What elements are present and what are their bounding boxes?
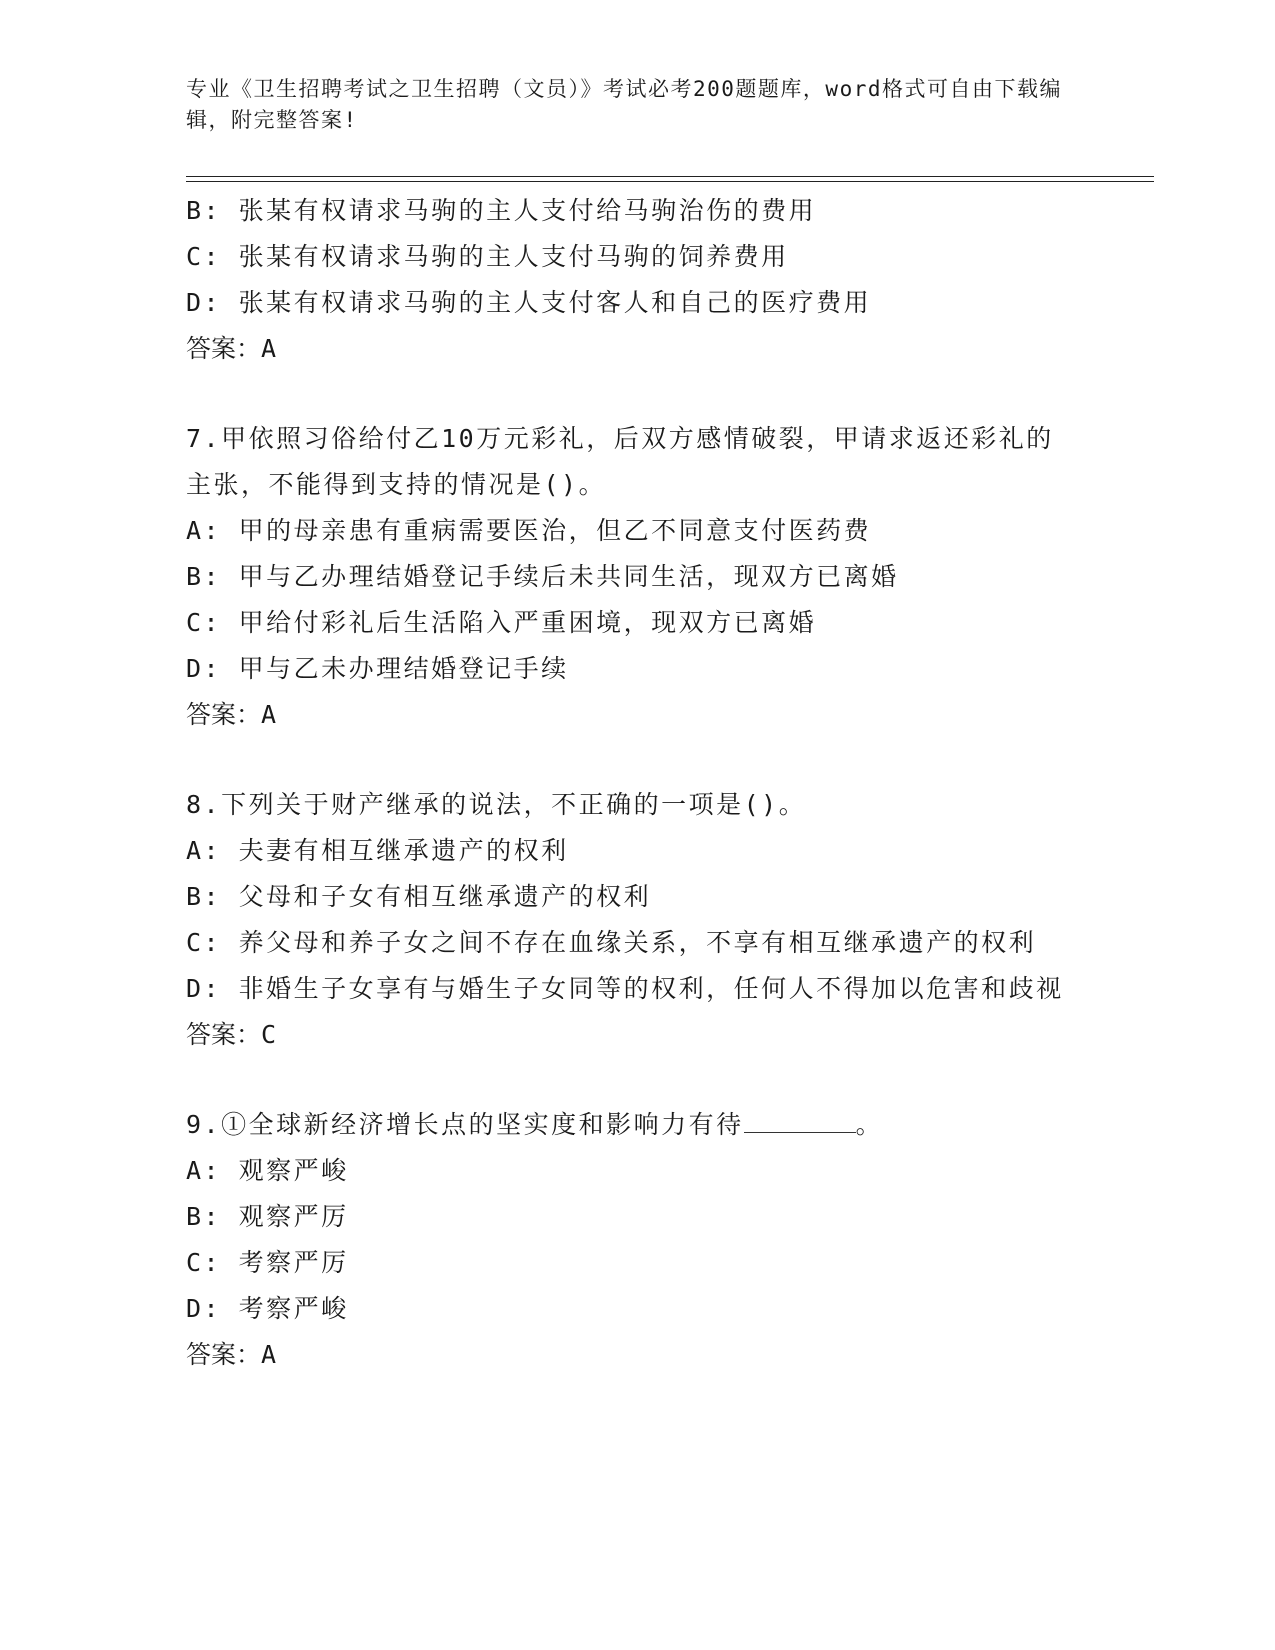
option-c: C: 养父母和养子女之间不存在血缘关系，不享有相互继承遗产的权利 xyxy=(186,928,1037,957)
answer-line: 答案：A xyxy=(186,700,277,729)
answer-blank xyxy=(744,1110,856,1133)
option-d: D: 非婚生子女享有与婚生子女同等的权利，任何人不得加以危害和歧视 xyxy=(186,974,1064,1003)
question-9 xyxy=(186,1102,1086,1378)
question-8 xyxy=(186,782,1086,1058)
option-b: B: 观察严厉 xyxy=(186,1202,349,1231)
option-b: B: 张某有权请求马驹的主人支付给马驹治伤的费用 xyxy=(186,196,817,225)
header-divider-top xyxy=(186,176,1154,177)
option-b: B: 父母和子女有相互继承遗产的权利 xyxy=(186,882,652,911)
question-6-continued xyxy=(186,188,1086,372)
header-divider-bottom xyxy=(186,181,1154,182)
answer-line: 答案：A xyxy=(186,1340,277,1369)
option-c: C: 考察严厉 xyxy=(186,1248,349,1277)
answer-line: 答案：C xyxy=(186,1020,277,1049)
option-c: C: 甲给付彩礼后生活陷入严重困境，现双方已离婚 xyxy=(186,608,817,637)
option-b: B: 甲与乙办理结婚登记手续后未共同生活，现双方已离婚 xyxy=(186,562,899,591)
option-a: A: 夫妻有相互继承遗产的权利 xyxy=(186,836,569,865)
question-stem: 8.下列关于财产继承的说法，不正确的一项是()。 xyxy=(186,790,807,819)
question-stem: 9.①全球新经济增长点的坚实度和影响力有待 。 xyxy=(186,1110,884,1139)
option-a: A: 甲的母亲患有重病需要医治，但乙不同意支付医药费 xyxy=(186,516,872,545)
question-7 xyxy=(186,416,1086,738)
answer-line: 答案：A xyxy=(186,334,277,363)
option-d: D: 张某有权请求马驹的主人支付客人和自己的医疗费用 xyxy=(186,288,872,317)
option-d: D: 考察严峻 xyxy=(186,1294,349,1323)
question-content xyxy=(186,188,1086,1378)
option-a: A: 观察严峻 xyxy=(186,1156,349,1185)
option-c: C: 张某有权请求马驹的主人支付马驹的饲养费用 xyxy=(186,242,789,271)
option-d: D: 甲与乙未办理结婚登记手续 xyxy=(186,654,569,683)
question-stem: 7.甲依照习俗给付乙10万元彩礼，后双方感情破裂，甲请求返还彩礼的主张，不能得到支持的情况是()。 xyxy=(186,424,1054,499)
document-intro: 专业《卫生招聘考试之卫生招聘（文员）》考试必考200题题库，word格式可自由下载编辑，附完整答案! xyxy=(186,77,1062,132)
